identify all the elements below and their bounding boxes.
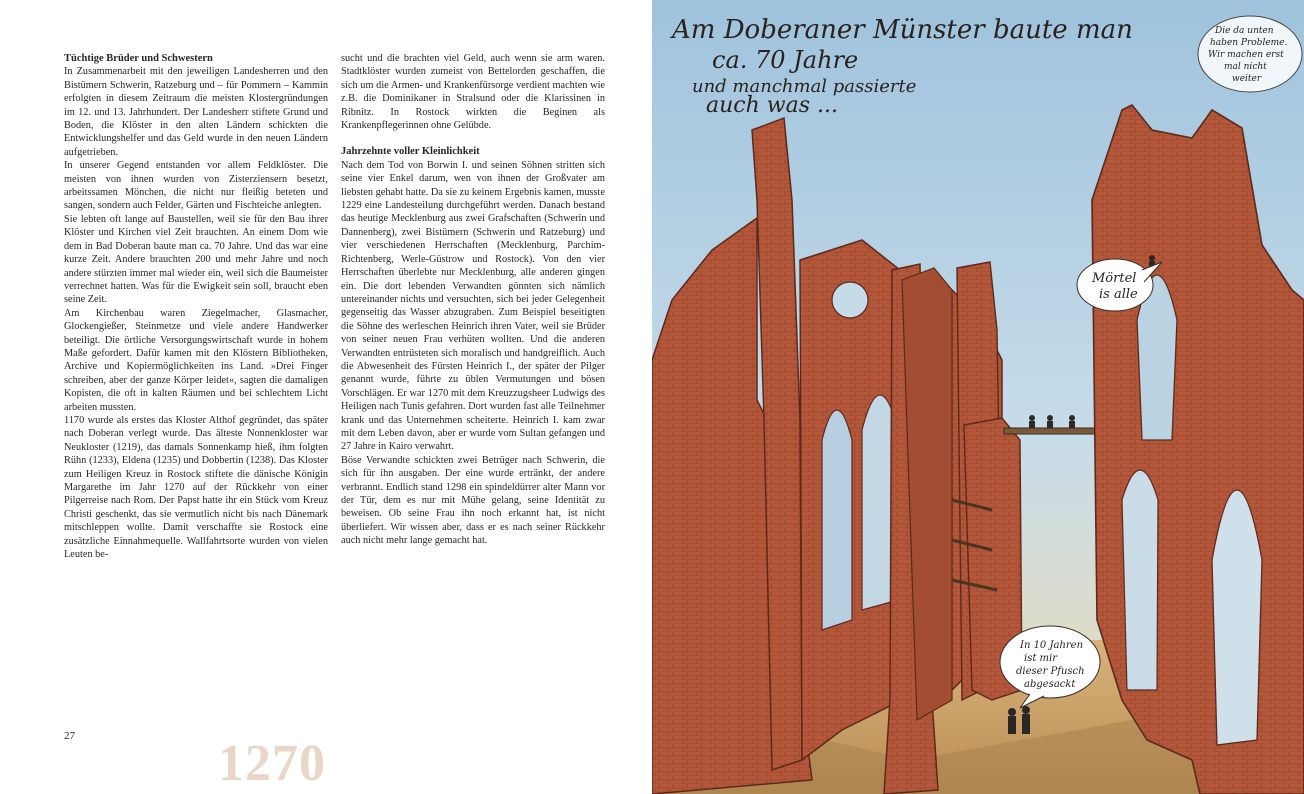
section-heading-decades: Jahrzehnte voller Kleinlichkeit	[341, 146, 480, 158]
bubble-line: mal nicht	[1224, 62, 1267, 72]
year-display: 1270	[218, 735, 326, 792]
caption-line: Am Doberaner Münster baute man	[672, 15, 1133, 45]
tower-archway	[1122, 470, 1158, 690]
cathedral-ruin-illustration	[652, 0, 1304, 794]
page-number: 27	[64, 730, 75, 742]
paragraph: Am Kirchenbau waren Ziegelmacher, Glasmacher, Glockengießer, Steinmetze und viele andere Handwerker beteiligt. Die örtliche Versorgungswirtschaft wurde in hohem Maße gefordert. Dafür kamen mit den Klöstern Bibliotheken, Archive und Kopiermöglichkeiten ins Land. »Drei Finger schreiben, aber der ganze Körper leidet«, sagten die damaligen Kopisten, die oft in kalten Räumen und bei schlechtem Licht arbeiten mussten.	[64, 307, 328, 413]
middle-text-column	[341, 52, 605, 548]
bubble-line: haben Probleme.	[1210, 38, 1288, 48]
illustration-svg	[652, 0, 1304, 794]
bubble-line: In 10 Jahren	[1020, 640, 1084, 651]
bubble-line: Mörtel	[1092, 271, 1137, 286]
bubble-line: ist mir	[1024, 653, 1057, 664]
paragraph: Sie lebten oft lange auf Baustellen, weil sie für den Bau ihrer Klöster und Kirchen viel Zeit brauchten. An einem Dom wie dem in Bad Doberan baute man ca. 70 Jahre. Und das war eine kurze Zeit. Andere brauchten 200 und mehr Jahre und noch andere stürzten immer mal wieder ein, weil sich die Baumeister verrechnet hatten. Was für die Ewigkeit sein soll, braucht eben seine Zeit.	[64, 213, 328, 306]
bubble-line: weiter	[1232, 74, 1262, 84]
paragraph: Böse Verwandte schickten zwei Betrüger nach Schwerin, die sich für ihn ausgaben. Der eine wurde ertränkt, der andere verbrannt. Endlich stand 1298 ein spindeldürrer alter Mann vor der Tür, dem es nur mit Mühe gelang, seine Identität zu beweisen. Ob seine Frau ihn noch erkannt hat, ist nicht überliefert. Wir wissen aber, dass er es nach seiner Rückkehr auch nicht mehr lange gemacht hat.	[341, 454, 605, 547]
tower-archway	[1212, 490, 1262, 745]
left-text-column	[64, 52, 328, 561]
caption-line: ca. 70 Jahre	[712, 46, 859, 74]
rose-window	[832, 282, 868, 318]
bubble-line: dieser Pfusch	[1016, 666, 1085, 677]
bubble-line: abgesackt	[1024, 679, 1076, 690]
caption-line: und manchmal passierte	[692, 76, 917, 97]
paragraph: In unserer Gegend entstanden vor allem Feldklöster. Die meisten von ihnen wurden von Zisterziensern besetzt, arbeitssamen Mönchen, die nicht nur fleißig beteten und sangen, sondern auch Felder, Gärten und Fischteiche anlegten.	[64, 160, 328, 212]
bubble-line: is alle	[1099, 287, 1138, 302]
bubble-line: Die da unten	[1215, 26, 1274, 36]
section-heading-brothers-sisters: Tüchtige Brüder und Schwestern	[64, 53, 213, 64]
paragraph: Nach dem Tod von Borwin I. und seinen Söhnen stritten sich seine vier Enkel darum, wen von ihnen der Großvater am liebsten gehabt hatte. Da sie zu keinem Ergebnis kamen, musste 1229 eine Landesteilung durchgeführt werden. Danach bestand das heutige Mecklenburg aus zwei Grafschaften (Schwerin und Dannenberg), zwei Bistümern (Schwerin und Ratzeburg) und vier verschiedenen Herrschaften (Mecklenburg, Parchim-Richtenberg, Werle-Güstrow und Rostock). Von den vier Herrschaften überlebte nur Mecklenburg, alle anderen gingen ein. Die dort lebenden Verwandten gönnten sich nämlich untereinander nichts und versuchten, sich bei jeder Gelegenheit gegenseitig das Wasser abzugraben. Zum Beispiel beseitigten die Söhne des werleschen Heinrich ihren Vater, weil sie Brüder von seiner neuen Frau verhüten wollten. Und die anderen Verwandten entrüsteten sich moralisch und handgreiflich. Auch die Abwesenheit des Fürsten Heinrich I., der später der Pilger genannt wurde, führte zu üblen Vermutungen und bösen Vorschlägen. Er war 1270 mit dem Kreuzzugsheer Ludwigs des Heiligen nach Tunis gefahren. Dort wurden fast alle Teilnehmer krank und das Unternehmen scheiterte. Heinrich I. kam zwar mit dem Leben davon, aber er wurde vom Sultan gefangen und 27 Jahre in Kairo verwahrt.	[341, 159, 605, 453]
bubble-line: Wir machen erst	[1208, 50, 1284, 60]
paragraph-continuation: sucht und die brachten viel Geld, auch wenn sie arm waren. Stadtklöster wurden zumeist von Bettelorden geschaffen, die sich um die Armen- und Krankenfürsorge verdient machten wie z.B. die Dominikaner in Stralsund oder die Klarissinen in Ribnitz. In Rostock wirkten die Beginen als Krankenpflegerinnen ohne Gelübde.	[341, 53, 605, 132]
lancet-window	[822, 410, 852, 630]
paragraph: In Zusammenarbeit mit den jeweiligen Landesherren und den Bistümern Schwerin, Ratzeburg und – für Pommern – Kammin erfolgten in diesem Zeitraum die meisten Klostergründungen im 12. und 13. Jahrhundert. Der Landesherr stiftete Grund und Boden, die Klöster in den alten Ländern schickten die Entwicklungshelfer und das Geld wurde in den neuen Ländern aufgetrieben.	[64, 66, 328, 158]
caption-line: auch was ...	[706, 93, 838, 118]
paragraph: 1170 wurde als erstes das Kloster Althof gegründet, das später nach Doberan verlegt wurde. Das älteste Nonnenkloster war Neukloster (1219), das damals Sonnenkamp hieß, ihm folgten Rühn (1233), Eldena (1235) und Dobbertin (1238). Das Kloster zum Heiligen Kreuz in Rostock stiftete die dänische Königin Margarethe im Jahr 1270 auf der Rückkehr von einer Pilgerreise nach Rom. Der Papst hatte ihr ein Stück vom Kreuz Christi geschenkt, das sie vermutlich nicht bis nach Dänemark mitschleppen wollte. Damit verschaffte sie Rostock eine zusätzliche Einnahmequelle. Wallfahrtsorte wurden von vielen Leuten be-	[64, 414, 328, 561]
